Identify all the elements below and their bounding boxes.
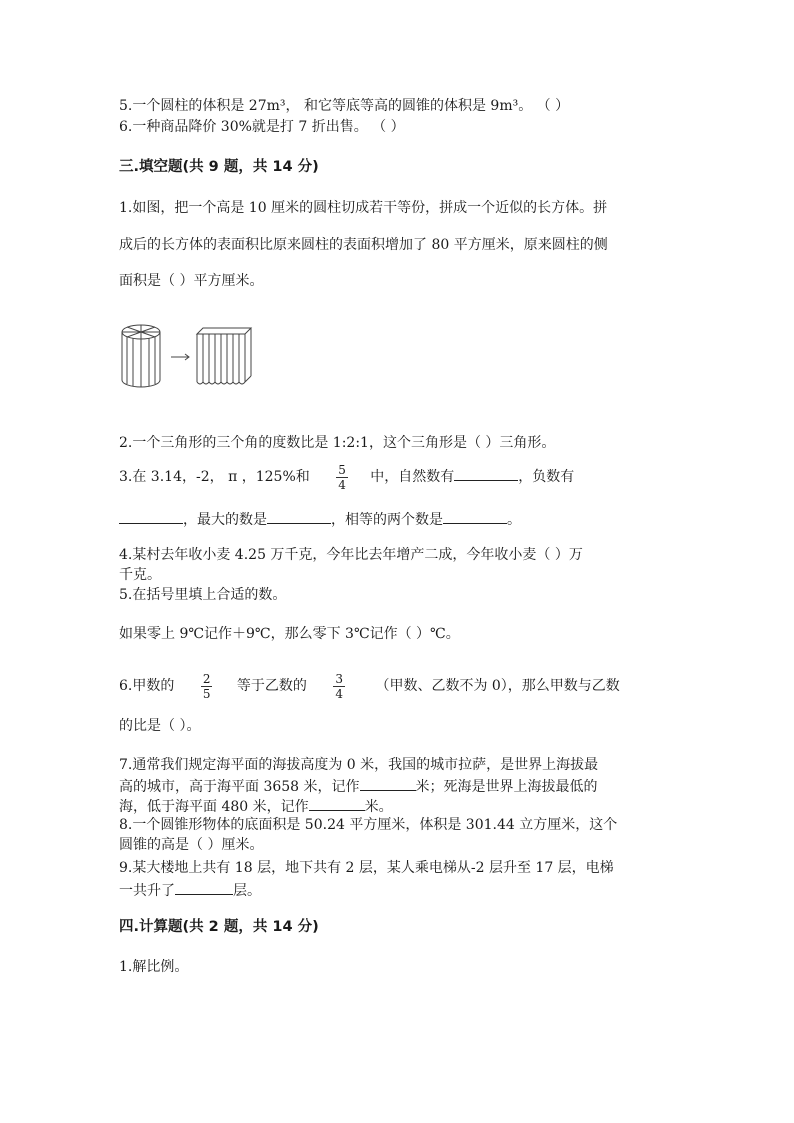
s3-q2: 2.一个三角形的三个角的度数比是 1:2:1，这个三角形是（ ）三角形。 bbox=[119, 435, 556, 451]
s3-q5: 5.在括号里填上合适的数。 bbox=[119, 587, 287, 603]
s3-q3-pre: 3.在 3.14，-2， π ，125%和 bbox=[119, 469, 310, 485]
s3-q5-sub: 如果零上 9℃记作＋9℃，那么零下 3℃记作（ ）℃。 bbox=[119, 626, 460, 642]
s3-q3-l2a: ，最大的数是 bbox=[183, 512, 267, 528]
fraction-2-5 bbox=[201, 672, 213, 701]
frac-num: 2 bbox=[202, 671, 211, 686]
judge-q6: 6.一种商品降价 30%就是打 7 折出售。 （ ） bbox=[119, 119, 405, 135]
s3-q9-line2 bbox=[119, 880, 261, 900]
s3-q9-l2a: 一共升了 bbox=[119, 883, 175, 899]
answer-blank[interactable] bbox=[360, 776, 416, 791]
answer-blank[interactable] bbox=[119, 509, 183, 524]
s3-q3-l2b: ，相等的两个数是 bbox=[331, 512, 443, 528]
s3-q7-line1: 7.通常我们规定海平面的海拔高度为 0 米，我国的城市拉萨，是世界上海拔最 bbox=[119, 757, 599, 773]
s3-q1-line2: 成后的长方体的表面积比原来圆柱的表面积增加了 80 平方厘米，原来圆柱的侧 bbox=[119, 237, 608, 253]
s4-q1: 1.解比例。 bbox=[119, 959, 189, 975]
frac-den: 5 bbox=[202, 686, 211, 701]
frac-den: 4 bbox=[338, 477, 346, 492]
s3-q7-line2 bbox=[119, 776, 598, 796]
cylinder-to-cuboid-figure bbox=[119, 322, 259, 390]
s3-q6-mid: 等于乙数的 bbox=[236, 678, 307, 694]
s3-q7-l3a: 海，低于海平面 480 米，记作 bbox=[119, 799, 309, 815]
section4-title: 四.计算题(共 2 题，共 14 分) bbox=[119, 919, 319, 935]
s3-q8-line1: 8.一个圆锥形物体的底面积是 50.24 平方厘米，体积是 301.44 立方厘米，这个 bbox=[119, 817, 618, 833]
fraction-3-4 bbox=[333, 672, 345, 701]
answer-blank[interactable] bbox=[443, 509, 507, 524]
frac-num: 3 bbox=[335, 671, 343, 686]
s3-q3-line1 bbox=[119, 462, 574, 492]
s3-q6-line2: 的比是（ ）。 bbox=[119, 718, 201, 734]
s3-q4-line1: 4.某村去年收小麦 4.25 万千克，今年比去年增产二成，今年收小麦（ ）万 bbox=[119, 547, 583, 563]
s3-q3-mid: 中，自然数有 bbox=[370, 469, 455, 485]
s3-q3-l2end: 。 bbox=[507, 512, 521, 528]
s3-q1-line3: 面积是（ ）平方厘米。 bbox=[119, 273, 264, 289]
answer-blank[interactable] bbox=[309, 796, 365, 811]
frac-den: 4 bbox=[335, 686, 343, 701]
s3-q7-l2a: 高的城市，高于海平面 3658 米，记作 bbox=[119, 779, 360, 795]
judge-q5: 5.一个圆柱的体积是 27m³， 和它等底等高的圆锥的体积是 9m³。 （ ） bbox=[119, 98, 570, 114]
s3-q4-line2: 千克。 bbox=[119, 567, 161, 583]
s3-q9-l2b: 层。 bbox=[233, 883, 261, 899]
answer-blank[interactable] bbox=[267, 509, 331, 524]
s3-q7-l3b: 米。 bbox=[364, 799, 393, 815]
frac-num: 5 bbox=[338, 462, 346, 477]
fraction-5-4 bbox=[336, 463, 348, 492]
s3-q6-pre: 6.甲数的 bbox=[119, 678, 175, 694]
s3-q8-line2: 圆锥的高是（ ）厘米。 bbox=[119, 837, 264, 853]
s3-q7-line3 bbox=[119, 796, 393, 816]
answer-blank[interactable] bbox=[175, 880, 233, 895]
s3-q3-tail: ，负数有 bbox=[518, 469, 575, 485]
s3-q6-line1 bbox=[119, 670, 620, 702]
s3-q7-l2b: 米；死海是世界上海拔最低的 bbox=[415, 779, 598, 795]
s3-q6-post: （甲数、乙数不为 0），那么甲数与乙数 bbox=[375, 678, 620, 694]
s3-q9-line1: 9.某大楼地上共有 18 层，地下共有 2 层，某人乘电梯从-2 层升至 17 层，电梯 bbox=[119, 860, 614, 876]
section3-title: 三.填空题(共 9 题，共 14 分) bbox=[119, 159, 319, 175]
s3-q3-line2 bbox=[119, 509, 521, 529]
answer-blank[interactable] bbox=[454, 466, 518, 481]
s3-q1-line1: 1.如图，把一个高是 10 厘米的圆柱切成若干等份，拼成一个近似的长方体。拼 bbox=[119, 200, 608, 216]
